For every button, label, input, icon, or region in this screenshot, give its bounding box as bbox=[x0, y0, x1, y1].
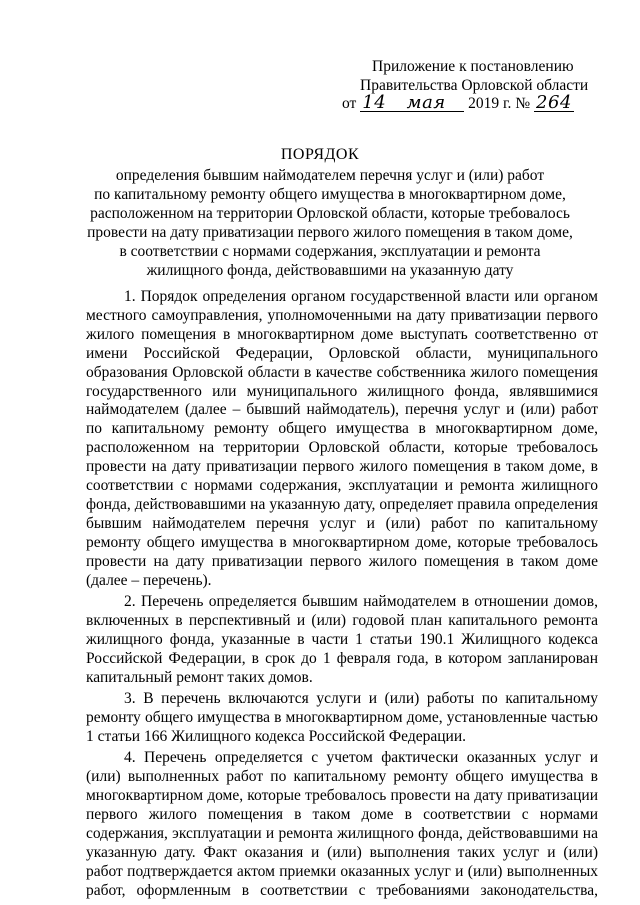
attachment-header bbox=[342, 58, 612, 114]
handwritten-day: 14 bbox=[362, 92, 387, 113]
paragraph-3: 3. В перечень включаются услуги и (или) работы по капитальному ремонту общего имущества в многоквартирном доме, установленные частью 1 статьи 166 Жилищного кодекса Российской Федерации. bbox=[86, 690, 598, 745]
subtitle-line: определения бывшим наймодателем перечня услуг и (или) работ bbox=[115, 167, 545, 184]
document-subtitle bbox=[80, 166, 580, 280]
date-month-field bbox=[388, 92, 464, 113]
document-body bbox=[86, 288, 598, 903]
date-prefix: от bbox=[342, 95, 357, 112]
attachment-line-1: Приложение к постановлению bbox=[372, 58, 574, 75]
subtitle-line: провести на дату приватизации первого жилого помещения в таком доме, bbox=[87, 224, 573, 241]
handwritten-month: мая bbox=[406, 92, 446, 113]
decree-number-field bbox=[534, 92, 574, 113]
subtitle-line: расположенном на территории Орловской области, которые требовалось bbox=[90, 205, 570, 222]
document-title: ПОРЯДОК bbox=[280, 146, 360, 163]
handwritten-number: 264 bbox=[536, 92, 572, 113]
paragraph-2: 2. Перечень определяется бывшим наймодателем в отношении домов, включенных в перспективный и (или) годовой план капитального ремонта жилищного фонда, указанные в части 1 статьи 190.1 Жилищного кодекса Российской Федерации, в срок до 1 февраля года, в котором запланирован капитальный ремонт таких домов. bbox=[86, 593, 598, 686]
attachment-line-2: Правительства Орловской области bbox=[360, 76, 589, 94]
subtitle-line: жилищного фонда, действовавшими на указанную дату bbox=[146, 262, 514, 279]
date-year: 2019 г. bbox=[468, 95, 512, 112]
number-sign: № bbox=[515, 95, 531, 112]
subtitle-line: в соответствии с нормами содержания, эксплуатации и ремонта bbox=[119, 243, 541, 260]
subtitle-line: по капитальному ремонту общего имущества в многоквартирном доме, bbox=[94, 186, 566, 203]
paragraph-4: 4. Перечень определяется с учетом фактически оказанных услуг и (или) выполненных работ по капитальному ремонту общего имущества в многоквартирном доме, которые требовалось провести на дату приватизации первого жилого помещения в таком доме в соответствии с нормами содержания, эксплуатации и ремонта жилищного фонда, действовавшими на указанную дату. Факт оказания и (или) выполнения таких услуг и (или) работ подтверждается актом приемки оказанных услуг и (или) выполненных работ, оформленным в соответствии с требованиями законодательства, bbox=[86, 749, 598, 899]
attachment-date-line bbox=[342, 92, 612, 114]
date-day-field bbox=[360, 92, 388, 113]
paragraph-1: 1. Порядок определения органом государственной власти или органом местного самоуправления, уполномоченными на дату приватизации первого жилого помещения в многоквартирном доме выступать соответственно от имени Российской Федерации, Орловской области, муниципального образования Орловской области в качестве собственника жилого помещения государственного или муниципального жилищного фонда, являвшимися наймодателем (далее – бывший наймодатель), перечня услуг и (или) работ по капитальному ремонту общего имущества в многоквартирном доме, расположенном на территории Орловской области, которые требовалось провести на дату приватизации первого жилого помещения в таком доме, в соответствии с нормами содержания, эксплуатации и ремонта жилищного фонда, действовавшими на указанную дату, определяет правила определения бывшим наймодателем перечня услуг и (или) работ по капитальному ремонту общего имущества в многоквартирном доме, которые требовалось провести на дату приватизации первого жилого помещения в таком доме (далее – перечень). bbox=[86, 288, 598, 589]
